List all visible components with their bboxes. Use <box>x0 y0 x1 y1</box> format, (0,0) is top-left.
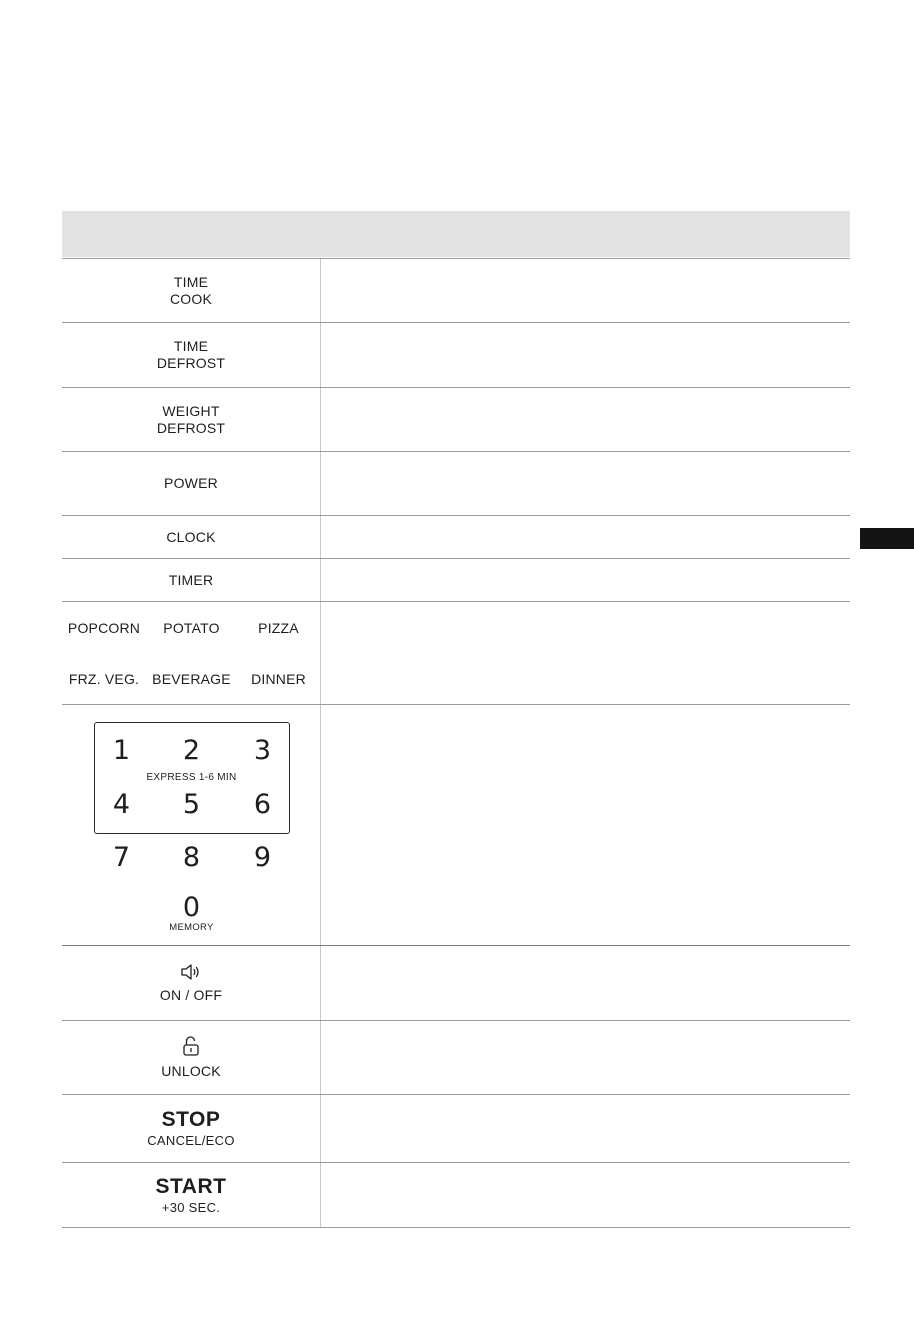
digit-key-6: 6 <box>253 789 272 820</box>
key-label-line1: TIME <box>173 338 209 354</box>
key-label: CLOCK <box>166 528 216 545</box>
description-cell <box>321 259 850 322</box>
start-subtitle: +30 SEC. <box>161 1199 221 1215</box>
table-row <box>62 322 850 387</box>
table-row <box>62 387 850 451</box>
table-row <box>62 1094 850 1162</box>
express-label: EXPRESS 1-6 MIN <box>146 772 237 783</box>
key-popcorn: POPCORN <box>67 619 141 636</box>
digit-key-1: 1 <box>112 735 131 766</box>
key-clock <box>62 516 321 558</box>
stop-title: STOP <box>161 1108 221 1131</box>
description-cell <box>321 1095 850 1162</box>
digit-key-7: 7 <box>112 842 131 873</box>
key-sound-on-off <box>62 946 321 1020</box>
unlock-label: UNLOCK <box>161 1063 221 1079</box>
digit-key-0: 0 <box>182 892 201 923</box>
key-beverage: BEVERAGE <box>152 670 231 687</box>
key-label: POWER <box>164 475 218 491</box>
key-unlock <box>62 1021 321 1094</box>
table-row <box>62 451 850 515</box>
key-dinner: DINNER <box>251 670 306 687</box>
description-cell <box>321 705 850 945</box>
table-row <box>62 704 850 945</box>
number-keypad <box>62 705 321 945</box>
key-time-defrost <box>62 323 321 387</box>
digit-key-9: 9 <box>253 842 272 873</box>
digit-key-8: 8 <box>182 842 201 873</box>
table-row <box>62 258 850 322</box>
description-cell <box>321 323 850 387</box>
description-cell <box>321 1163 850 1227</box>
description-cell <box>321 946 850 1020</box>
table-row <box>62 945 850 1020</box>
description-cell <box>321 452 850 515</box>
section-edge-tab <box>860 528 914 549</box>
key-potato: POTATO <box>163 619 220 636</box>
digit-key-5: 5 <box>182 789 201 820</box>
table-row <box>62 1020 850 1094</box>
description-cell <box>321 388 850 451</box>
key-label-line1: TIME <box>173 273 209 290</box>
key-start <box>62 1163 321 1227</box>
table-row <box>62 601 850 704</box>
key-time-cook <box>62 259 321 322</box>
table-row <box>62 515 850 558</box>
description-cell <box>321 559 850 601</box>
key-frz-veg: FRZ. VEG. <box>68 670 140 687</box>
table-row <box>62 558 850 601</box>
description-cell <box>321 516 850 558</box>
key-label-line2: DEFROST <box>156 419 226 436</box>
key-label: TIMER <box>168 571 214 588</box>
key-pizza: PIZZA <box>258 619 299 636</box>
key-stop <box>62 1095 321 1162</box>
key-power <box>62 452 321 515</box>
digit-key-2: 2 <box>182 735 201 766</box>
key-label-line2: COOK <box>169 290 213 307</box>
key-timer <box>62 559 321 601</box>
auto-menu-keys <box>62 602 321 704</box>
table-header-bar <box>62 211 850 257</box>
speaker-icon <box>180 963 202 981</box>
key-label-line2: DEFROST <box>156 355 226 371</box>
start-title: START <box>155 1174 227 1198</box>
key-weight-defrost <box>62 388 321 451</box>
digit-key-4: 4 <box>112 789 131 820</box>
description-cell <box>321 602 850 704</box>
sound-label: ON / OFF <box>159 986 223 1003</box>
unlock-icon <box>182 1035 200 1057</box>
digit-key-3: 3 <box>253 735 272 766</box>
stop-subtitle: CANCEL/ECO <box>147 1133 235 1148</box>
table-row <box>62 1162 850 1228</box>
control-panel-table <box>62 258 850 1228</box>
description-cell <box>321 1021 850 1094</box>
key-label-line1: WEIGHT <box>162 402 220 419</box>
memory-label: MEMORY <box>169 922 214 933</box>
